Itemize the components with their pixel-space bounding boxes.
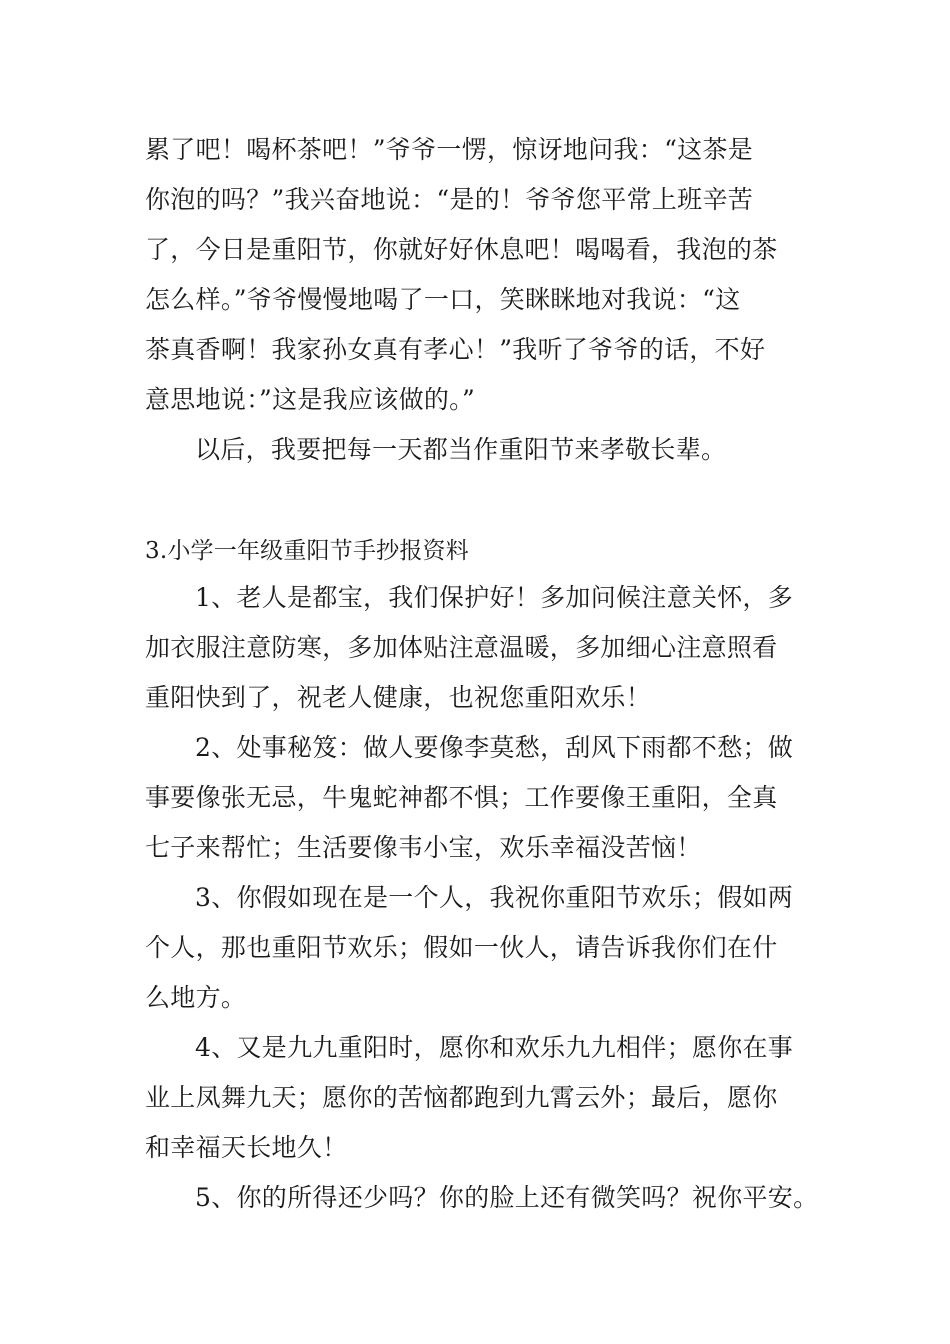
paragraph-line: 怎么样。”爷爷慢慢地喝了一口，笑眯眯地对我说：“这: [145, 285, 741, 314]
paragraph-line: 你泡的吗？”我兴奋地说：“是的！爷爷您平常上班辛苦: [145, 185, 754, 214]
paragraph-line: 茶真香啊！我家孙女真有孝心！”我听了爷爷的话，不好: [145, 335, 766, 364]
list-item-line: 七子来帮忙；生活要像韦小宝，欢乐幸福没苦恼！: [145, 833, 702, 862]
list-item-line: 2、处事秘笈：做人要像李莫愁，刮风下雨都不愁；做: [195, 733, 794, 762]
list-item-line: 么地方。: [145, 983, 247, 1012]
section-heading: 3.小学一年级重阳节手抄报资料: [145, 538, 469, 564]
list-item-line: 事要像张无忌，牛鬼蛇神都不惧；工作要像王重阳，全真: [145, 783, 778, 812]
list-item-line: 重阳快到了，祝老人健康，也祝您重阳欢乐！: [145, 683, 652, 712]
list-item-line: 业上凤舞九天；愿你的苦恼都跑到九霄云外；最后，愿你: [145, 1083, 778, 1112]
paragraph-line: 累了吧！喝杯茶吧！”爷爷一愣，惊讶地问我：“这茶是: [145, 135, 754, 164]
paragraph-line: 意思地说：”这是我应该做的。”: [145, 385, 476, 414]
list-item-line: 1、老人是都宝，我们保护好！多加问候注意关怀，多: [195, 583, 794, 612]
list-item-line: 个人，那也重阳节欢乐；假如一伙人，请告诉我你们在什: [145, 933, 778, 962]
conclusion-paragraph: 以后，我要把每一天都当作重阳节来孝敬长辈。: [195, 435, 727, 464]
list-item-line: 4、又是九九重阳时，愿你和欢乐九九相伴；愿你在事: [195, 1033, 794, 1062]
list-item-line: 和幸福天长地久！: [145, 1133, 348, 1162]
paragraph-line: 了，今日是重阳节，你就好好休息吧！喝喝看，我泡的茶: [145, 235, 778, 264]
list-item-line: 加衣服注意防寒，多加体贴注意温暖，多加细心注意照看: [145, 633, 778, 662]
list-item-line: 5、你的所得还少吗？你的脸上还有微笑吗？祝你平安。: [195, 1183, 819, 1212]
list-item-line: 3、你假如现在是一个人，我祝你重阳节欢乐；假如两: [195, 883, 794, 912]
